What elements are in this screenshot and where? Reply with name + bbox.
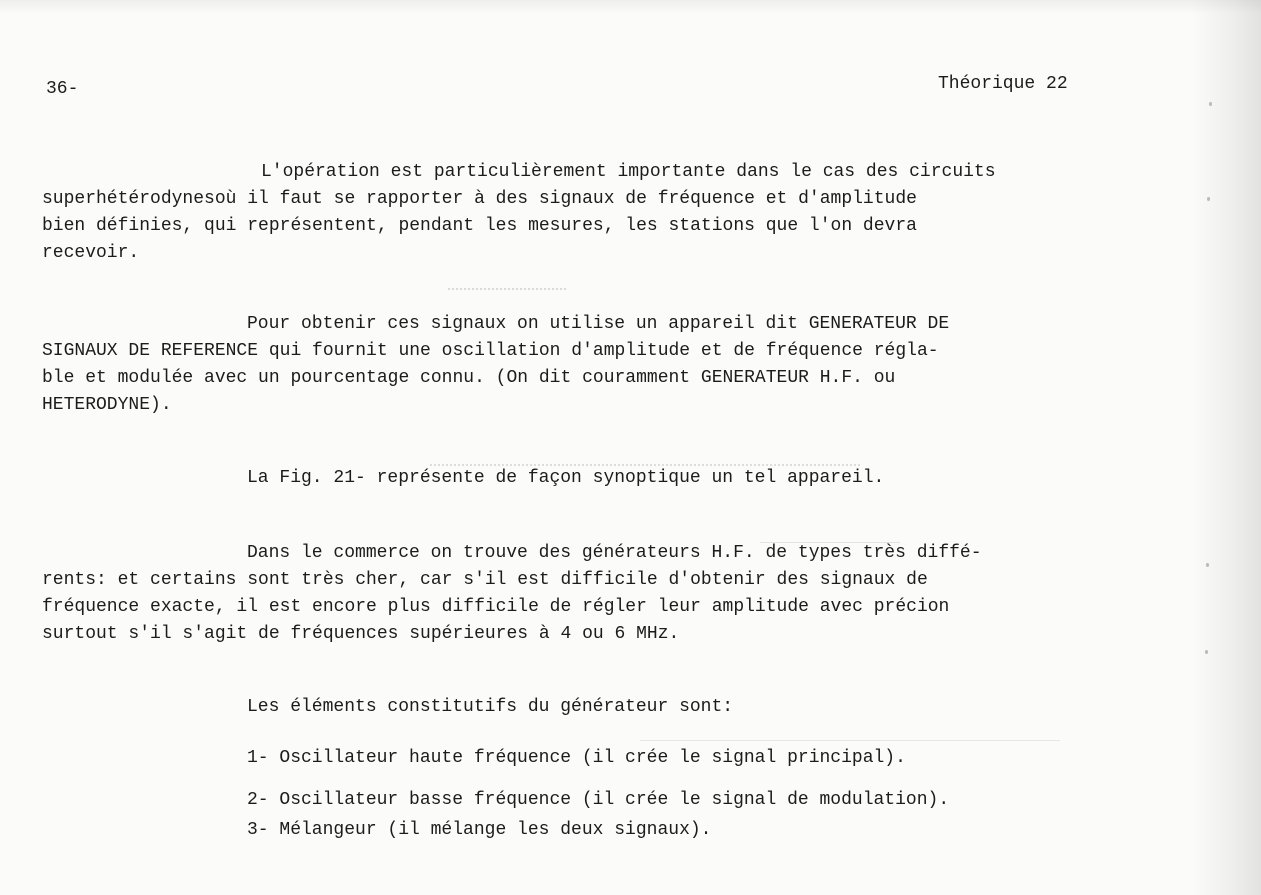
paragraph-line: surtout s'il s'agit de fréquences supérieures à 4 ou 6 MHz. bbox=[42, 624, 680, 644]
paragraph-line: Les éléments constitutifs du générateur sont: bbox=[247, 697, 734, 717]
show-through-line bbox=[640, 728, 1060, 741]
paragraph-line: Pour obtenir ces signaux on utilise un appareil dit GENERATEUR DE bbox=[247, 314, 950, 334]
paragraph-line: fréquence exacte, il est encore plus difficile de régler leur amplitude avec précion bbox=[42, 597, 950, 617]
section-title: Théorique 22 bbox=[938, 74, 1068, 94]
scan-speck bbox=[1205, 650, 1208, 654]
paragraph-line: HETERODYNE). bbox=[42, 395, 172, 415]
paragraph-line: L'opération est particulièrement importante dans le cas des circuits bbox=[261, 162, 996, 182]
scan-speck bbox=[1209, 102, 1212, 106]
scan-speck bbox=[1207, 197, 1210, 201]
list-item: 1- Oscillateur haute fréquence (il crée le signal principal). bbox=[247, 748, 906, 768]
paragraph-line: SIGNAUX DE REFERENCE qui fournit une oscillation d'amplitude et de fréquence régla- bbox=[42, 341, 939, 361]
scan-speck bbox=[1206, 563, 1209, 567]
paragraph-line: Dans le commerce on trouve des générateurs H.F. de types très diffé- bbox=[247, 543, 982, 563]
paragraph-line: recevoir. bbox=[42, 243, 140, 263]
list-item: 3- Mélangeur (il mélange les deux signaux). bbox=[247, 820, 712, 840]
show-through-heading bbox=[430, 450, 860, 466]
list-item: 2- Oscillateur basse fréquence (il crée le signal de modulation). bbox=[247, 790, 950, 810]
paragraph-line: ble et modulée avec un pourcentage connu. (On dit couramment GENERATEUR H.F. ou bbox=[42, 368, 896, 388]
page-number: 36- bbox=[46, 79, 79, 99]
scan-top-shadow bbox=[0, 0, 1261, 14]
scan-edge-shadow bbox=[1191, 0, 1261, 895]
paragraph-line: rents: et certains sont très cher, car s'il est difficile d'obtenir des signaux de bbox=[42, 570, 928, 590]
paragraph-line: superhétérodynesoù il faut se rapporter à des signaux de fréquence et d'amplitude bbox=[42, 189, 917, 209]
show-through-heading bbox=[448, 272, 566, 290]
paragraph-line: bien définies, qui représentent, pendant les mesures, les stations que l'on devra bbox=[42, 216, 917, 236]
paragraph-line: La Fig. 21- représente de façon synoptique un tel appareil. bbox=[247, 468, 885, 488]
